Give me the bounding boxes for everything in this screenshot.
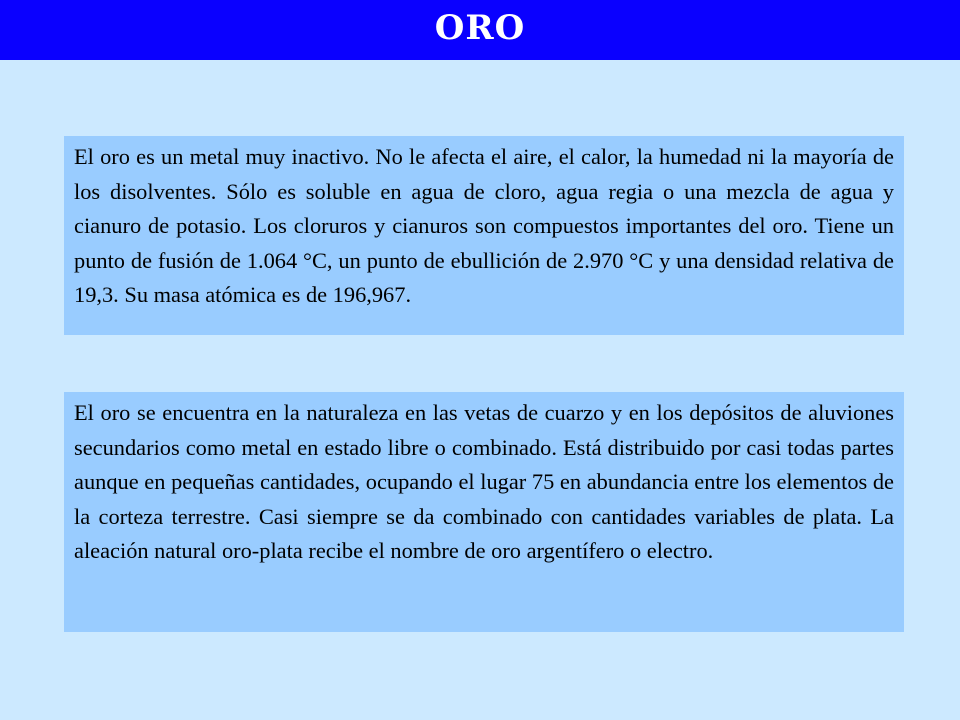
title-bar	[0, 0, 960, 60]
occurrence-text-box	[64, 392, 904, 632]
properties-text-box	[64, 136, 904, 335]
occurrence-paragraph: El oro se encuentra en la naturaleza en las vetas de cuarzo y en los depósitos de aluviones secundarios como metal en estado libre o combinado. Está distribuido por casi todas partes aunque en pequeñas cantidades, ocupando el lugar 75 en abundancia entre los elementos de la corteza terrestre. Casi siempre se da combinado con cantidades variables de plata. La aleación natural oro-plata recibe el nombre de oro argentífero o electro.	[74, 400, 894, 563]
slide-title: ORO	[434, 8, 526, 48]
properties-paragraph: El oro es un metal muy inactivo. No le afecta el aire, el calor, la humedad ni la mayoría de los disolventes. Sólo es soluble en agua de cloro, agua regia o una mezcla de agua y cianuro de potasio. Los cloruros y cianuros son compuestos importantes del oro. Tiene un punto de fusión de 1.064 °C, un punto de ebullición de 2.970 °C y una densidad relativa de 19,3. Su masa atómica es de 196,967.	[74, 144, 894, 307]
